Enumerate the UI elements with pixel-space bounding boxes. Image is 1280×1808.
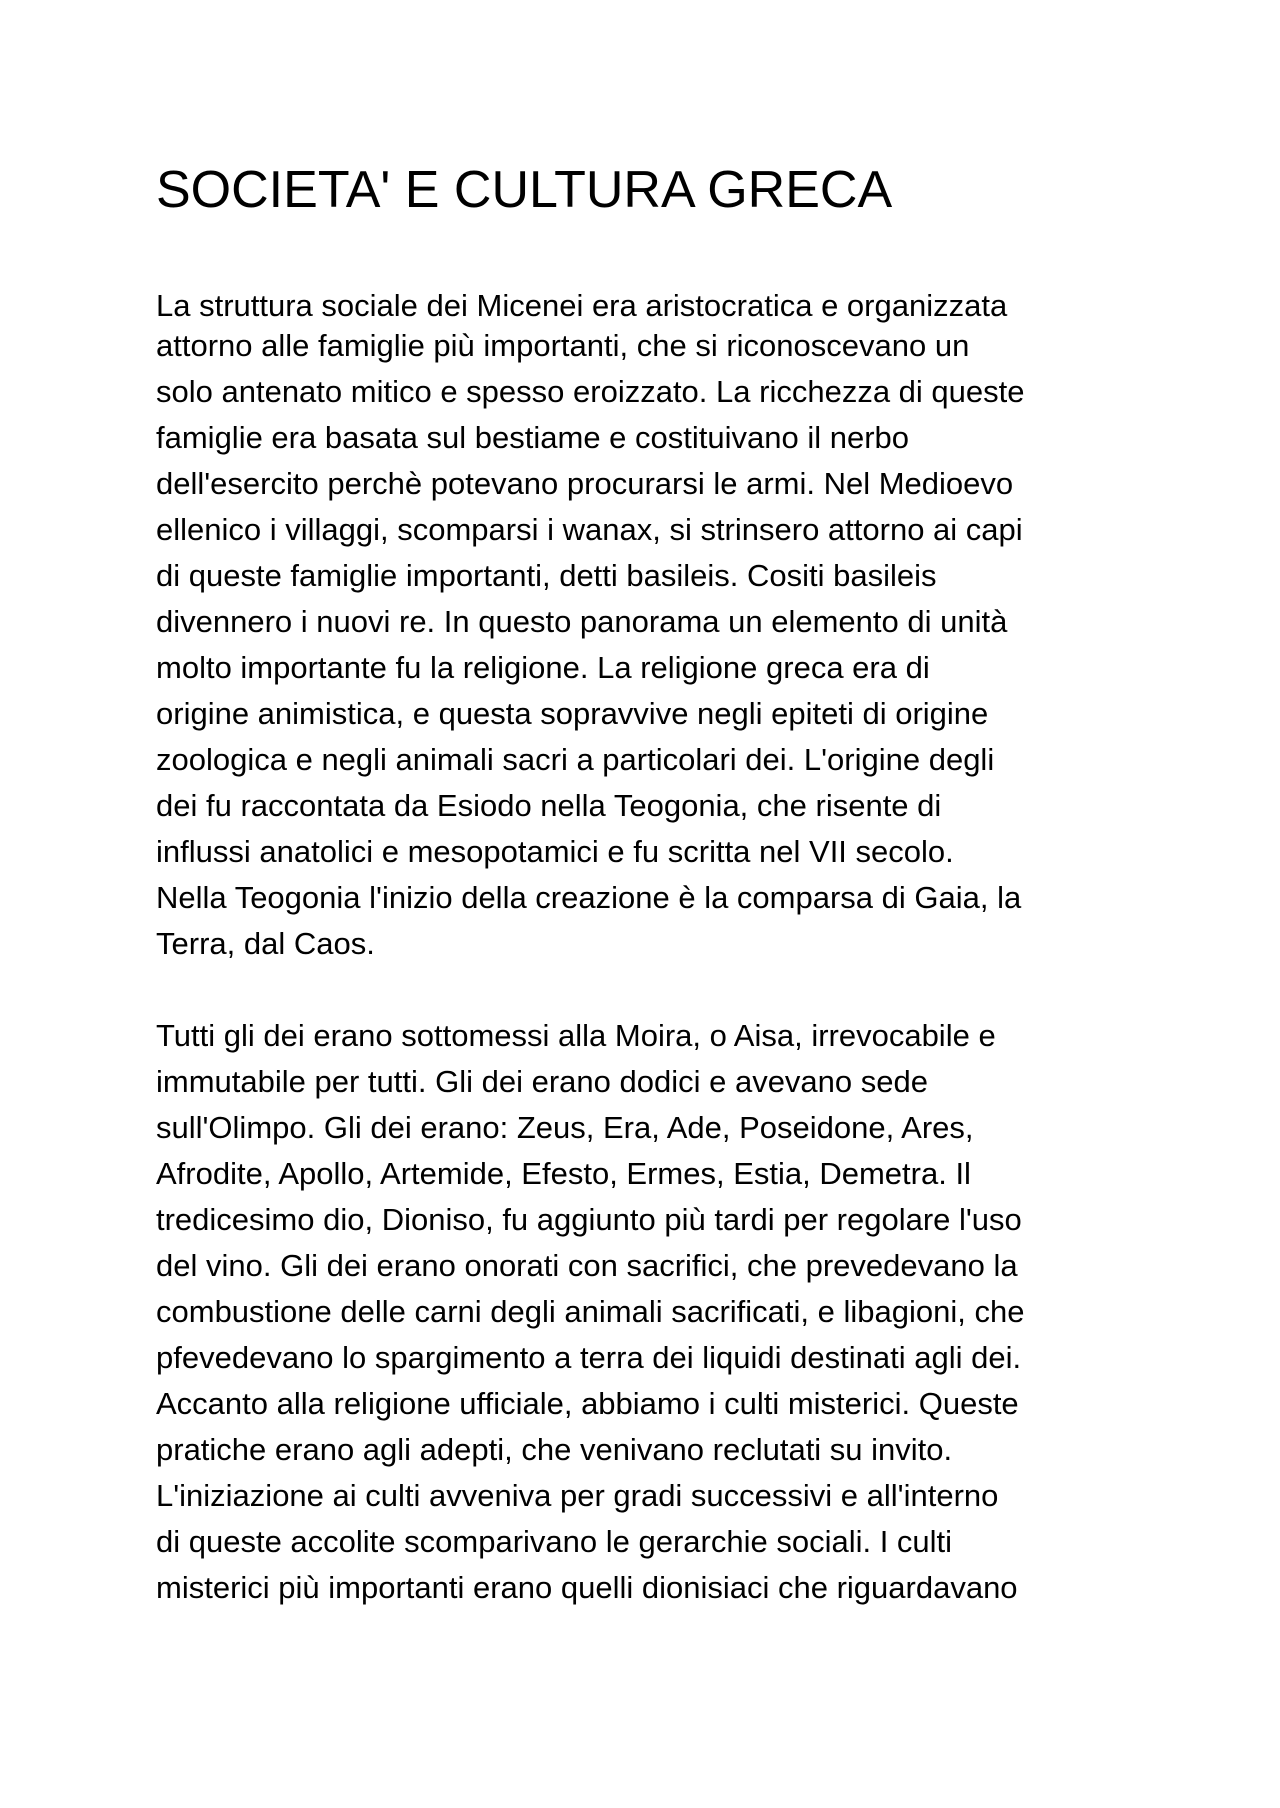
paragraph-1-line: Nella Teogonia l'inizio della creazione è la comparsa di Gaia, la bbox=[156, 880, 1022, 915]
paragraph-1-line: dell'esercito perchè potevano procurarsi le armi. Nel Medioevo bbox=[156, 466, 1014, 501]
paragraph-2-line: del vino. Gli dei erano onorati con sacrifici, che prevedevano la bbox=[156, 1248, 1018, 1283]
paragraph-1-line: origine animistica, e questa sopravvive negli epiteti di origine bbox=[156, 696, 989, 731]
paragraph-1-line: influssi anatolici e mesopotamici e fu scritta nel VII secolo. bbox=[156, 834, 954, 869]
paragraph-2-line: Tutti gli dei erano sottomessi alla Moira, o Aisa, irrevocabile e bbox=[156, 1018, 996, 1053]
paragraph-2-line: Afrodite, Apollo, Artemide, Efesto, Ermes, Estia, Demetra. Il bbox=[156, 1156, 971, 1191]
paragraph-1-line: zoologica e negli animali sacri a particolari dei. L'origine degli bbox=[156, 742, 995, 777]
paragraph-2-line: immutabile per tutti. Gli dei erano dodici e avevano sede bbox=[156, 1064, 928, 1099]
paragraph-1-line: solo antenato mitico e spesso eroizzato. La ricchezza di queste bbox=[156, 374, 1025, 409]
paragraph-2-line: pfevedevano lo spargimento a terra dei liquidi destinati agli dei. bbox=[156, 1340, 1022, 1375]
paragraph-1-line: ellenico i villaggi, scomparsi i wanax, si strinsero attorno ai capi bbox=[156, 512, 1023, 547]
paragraph-2-line: di queste accolite scomparivano le gerarchie sociali. I culti bbox=[156, 1524, 953, 1559]
paragraph-1-line: molto importante fu la religione. La religione greca era di bbox=[156, 650, 930, 685]
paragraph-1-line: di queste famiglie importanti, detti basileis. Cositi basileis bbox=[156, 558, 937, 593]
paragraph-2-line: misterici più importanti erano quelli dionisiaci che riguardavano bbox=[156, 1570, 1018, 1605]
paragraph-1-line: La struttura sociale dei Micenei era aristocratica e organizzata bbox=[156, 288, 1008, 323]
paragraph-2-line: pratiche erano agli adepti, che venivano reclutati su invito. bbox=[156, 1432, 953, 1467]
paragraph-1-line: attorno alle famiglie più importanti, che si riconoscevano un bbox=[156, 328, 970, 363]
page-title: SOCIETA' E CULTURA GRECA bbox=[156, 161, 893, 219]
paragraph-1-line: divennero i nuovi re. In questo panorama un elemento di unità bbox=[156, 604, 1008, 639]
paragraph-2-line: tredicesimo dio, Dioniso, fu aggiunto più tardi per regolare l'uso bbox=[156, 1202, 1022, 1237]
paragraph-2-line: Accanto alla religione ufficiale, abbiamo i culti misterici. Queste bbox=[156, 1386, 1019, 1421]
paragraph-2-line: sull'Olimpo. Gli dei erano: Zeus, Era, Ade, Poseidone, Ares, bbox=[156, 1110, 974, 1145]
paragraph-2-line: combustione delle carni degli animali sacrificati, e libagioni, che bbox=[156, 1294, 1025, 1329]
paragraph-2-line: L'iniziazione ai culti avveniva per gradi successivi e all'interno bbox=[156, 1478, 999, 1513]
paragraph-1-line: Terra, dal Caos. bbox=[156, 926, 375, 961]
paragraph-1-line: dei fu raccontata da Esiodo nella Teogonia, che risente di bbox=[156, 788, 942, 823]
paragraph-1-line: famiglie era basata sul bestiame e costituivano il nerbo bbox=[156, 420, 910, 455]
